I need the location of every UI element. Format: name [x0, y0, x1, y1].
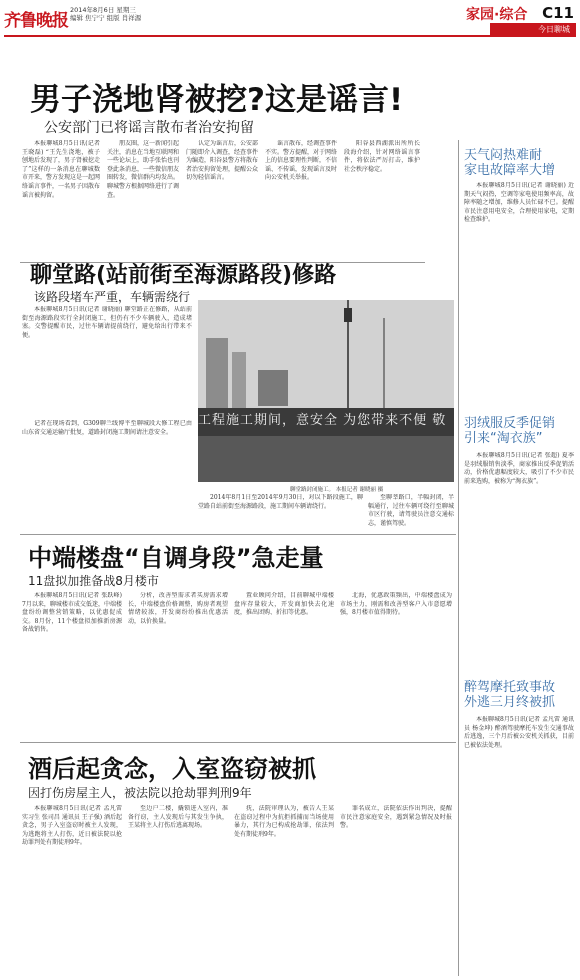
sidebar-item1-body: 本报聊城8月5日讯(记者 谢晓丽) 近期天气闷热，空调等家电使用频率高，故障率随之增加，维修人员忙碌不已。提醒市民注意用电安全，合理使用家电，定期检查维护。 — [464, 182, 574, 224]
story2-subhead: 该路段堵车严重，车辆需绕行 — [34, 290, 191, 304]
story1-col-4: 谣言散布，经调查事件不实。警方提醒，对于网络上的信息要理性判断，不信谣、不传谣，发现谣言及时向公安机关举报。 — [265, 140, 337, 182]
road-construction-photo — [198, 300, 454, 482]
photo-caption: 聊堂路封闭施工。 本报记者 谢晓丽 摄 — [290, 487, 384, 493]
story1-col-5: 阳谷县西湖派出所所长段海介绍，针对网络谣言事件，将依法严厉打击，维护社会秩序稳定。 — [344, 140, 420, 173]
story2-right-col: 至聊莘路口，半幅封闭，半幅通行，过往车辆可绕行至聊城市区行驶，请驾驶员注意交通标志，谨慎驾驶。 — [368, 494, 454, 527]
story3-subhead: 11盘拟加推备战8月楼市 — [28, 574, 159, 588]
story3-col-1: 本报聊城8月5日讯(记者 张跃峰) 7月以来，聊城楼市成交低迷，中端楼盘纷纷调整营销策略，以优惠促成交。8月份，11个楼盘拟加推新房源备战销售。 — [22, 592, 122, 634]
date-line: 2014年8月6日 星期三 — [70, 6, 136, 14]
editors-line: 编辑 焦宁宁 组版 肖祥源 — [70, 14, 142, 22]
story4-col-2: 至边户二楼，撬锁进入室内，准备行窃，主人发现后与其发生争执，王某将主人打伤后逃离现场。 — [128, 805, 228, 830]
story2-headline: 聊堂路(站前街至海源路段)修路 — [30, 263, 337, 288]
sidebar-item1-title: 天气闷热难耐 家电故障率大增 — [464, 148, 556, 178]
masthead-info — [70, 6, 141, 22]
story1-subhead: 公安部门已将谣言散布者治安拘留 — [44, 120, 254, 136]
story4-col-1: 本报聊城8月5日讯(记者 孟凡雷 实习生 张司昌 通讯员 王子强) 酒后起贪念，男子入室盗窃时被主人发现，为逃跑将主人打伤，近日被法院以抢劫罪判处有期徒刑9年。 — [22, 805, 122, 847]
sidebar-item3-body: 本报聊城8月5日讯(记者 孟凡雷 通讯员 杨金坤) 醉酒驾驶摩托车发生交通事故后逃逸，三个月后被公安机关抓获，目前已被依法处理。 — [464, 716, 574, 749]
divider — [20, 742, 456, 743]
construction-banner: 工程施工期间，意安全 为您带来不便 敬 — [198, 413, 447, 428]
divider — [20, 534, 456, 535]
story2-left-col-2: 记者在现场看到，G309聊兰线博平至聊城段大修工程已由山东省交通运输厅批复，道路封闭施工期间请注意安全。 — [22, 420, 192, 436]
section-title: 家园·综合 — [444, 4, 576, 21]
sidebar-rule — [458, 140, 459, 976]
story4-col-3: 抚，法院审理认为，被告人王某在盗窃过程中为抗拒抓捕而当场使用暴力，其行为已构成抢劫罪，依法判处有期徒刑9年。 — [234, 805, 334, 838]
story2-below-photo: 2014年8月1日至2014年9月30日，对以下路段施工，聊堂路自站前街至海源路段，施工期间车辆请绕行。 — [198, 494, 363, 510]
story3-col-4: 北海，优惠政策频出，中端楼盘成为市场主力，刚需和改善型客户入市意愿增强，8月楼市值得期待。 — [340, 592, 452, 617]
newspaper-logo: 齐鲁晚报 — [4, 11, 68, 31]
story3-col-2: 分析，改善型需求者买房需求增长，中端楼盘价格调整，购房者观望情绪较浓，开发商纷纷推出优惠活动，以价换量。 — [128, 592, 228, 625]
masthead-rule — [4, 35, 576, 37]
sidebar-item3-title: 醉驾摩托致事故 外逃三月终被抓 — [464, 680, 556, 710]
story2-left-col: 本报聊城8月5日讯(记者 谢晓丽) 聊堂路正在修路，从站前街至海源路段实行全封闭施工，但仍有不少车辆驶入，造成堵塞。交警提醒市民，过往车辆请提前绕行，避免给出行带来不便。 — [22, 306, 192, 339]
edition-label: 今日聊城 — [490, 23, 576, 36]
story3-headline: 中端楼盘“自调身段”急走量 — [28, 544, 324, 572]
sidebar-item2-title: 羽绒服反季促销 引来“淘衣族” — [464, 416, 556, 446]
story4-subhead: 因打伤房屋主人，被法院以抢劫罪判刑9年 — [28, 786, 252, 800]
page-number: C11 — [542, 4, 574, 22]
story4-col-4: 罪名成立，法院依法作出判决，提醒市民注意家庭安全，遇到紧急情况及时报警。 — [340, 805, 452, 830]
section-header — [444, 4, 576, 34]
story1-col-1: 本报聊城8月5日讯(记者 王晓磊) “王先生浇地，被子刨地后发现了，男子肾被挖走了”这样的一条消息在聊城数市开来，警方发现这是一起网络谣言事件，一名男子因散布谣言被拘留。 — [22, 140, 100, 199]
story3-col-3: 置业顾问介绍，目前聊城中端楼盘库存量较大，开发商加快去化速度，推出团购、折扣等优惠。 — [234, 592, 334, 617]
story4-headline: 酒后起贪念，入室盗窃被抓 — [28, 755, 316, 783]
photo-scene — [198, 300, 454, 482]
story1-headline: 男子浇地肾被挖?这是谣言! — [30, 82, 404, 118]
sidebar-item2-body: 本报聊城8月5日讯(记者 张超) 夏季是羽绒服销售淡季，商家推出反季促销活动，价格优惠幅度较大，吸引了不少市民前来选购，被称为“淘衣族”。 — [464, 452, 574, 485]
story1-col-3: 认定为谣言后，公安部门随即介入调查，经查事件为编造，阳谷县警方将散布者治安拘留处理，提醒公众切勿轻信谣言。 — [186, 140, 258, 182]
story1-col-2: 朋友圈，这一新闻引起关注，消息在当地互联网和一些论坛上，助手张怡也刊登此条消息，一些微信朋友圈转发，微信群内均发出。聊城警方根据网络进行了调查。 — [107, 140, 179, 199]
